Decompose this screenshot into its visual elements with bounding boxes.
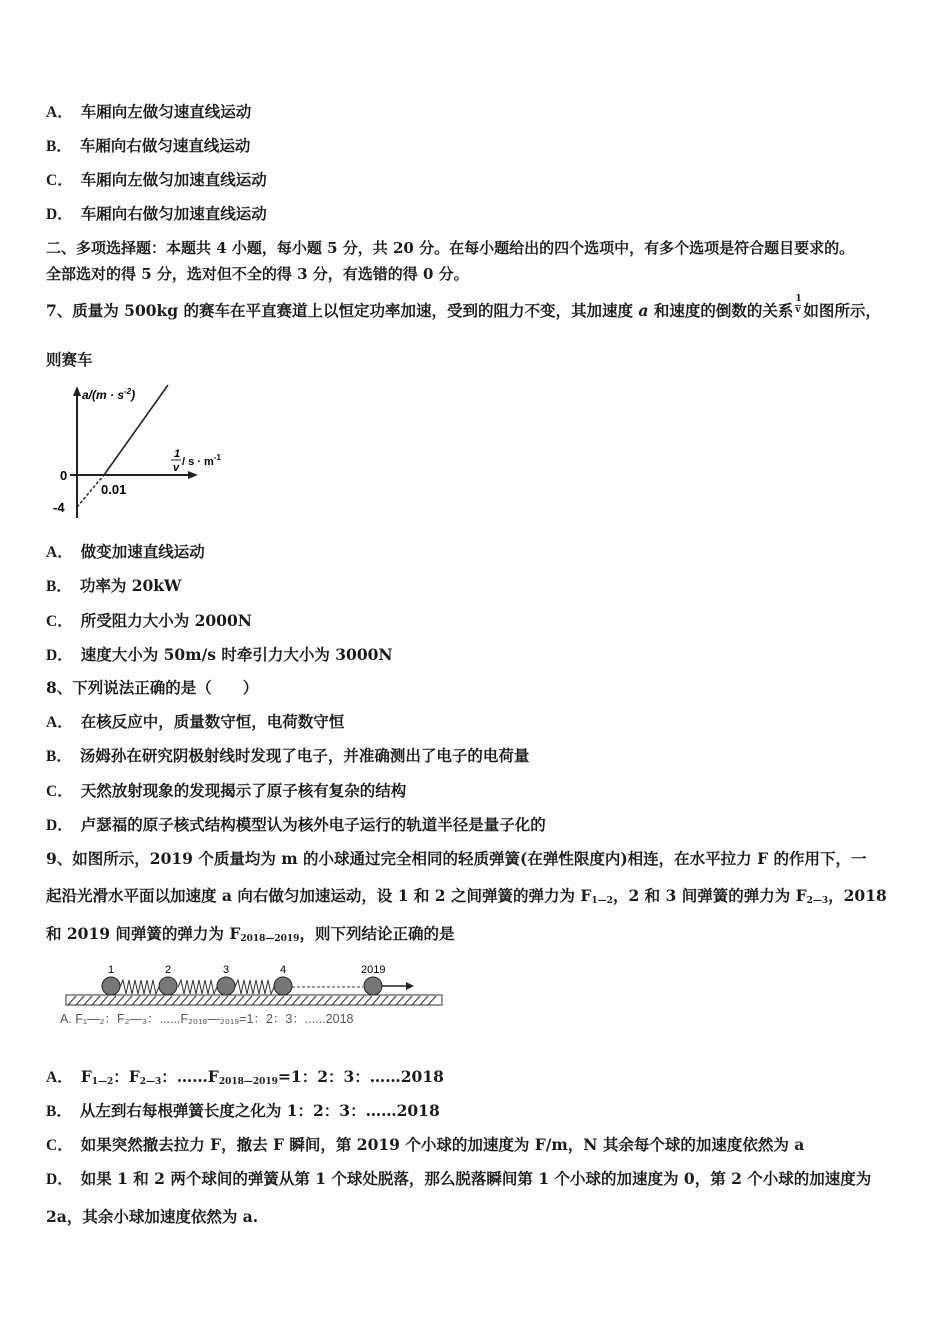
q6-option-d <box>46 204 267 225</box>
q9-option-d <box>46 1169 871 1190</box>
q9-spring-figure <box>58 956 448 1032</box>
x-axis-arrow <box>188 471 198 479</box>
q8-stem: 8、下列说法正确的是（ ） <box>46 678 259 697</box>
option-text: 车厢向右做匀加速直线运动 <box>80 204 267 223</box>
section2-line1: 二、多项选择题：本题共 4 小题，每小题 5 分，共 20 分。在每小题给出的四个选项中，有多个选项是符合题目要求的。 <box>46 239 855 257</box>
option-letter: A． <box>46 1069 73 1086</box>
option-text: 车厢向右做匀速直线运动 <box>79 136 251 155</box>
x-axis-label-unit: / $s \cdot m^{-1}$ <box>182 453 221 468</box>
option-text: 汤姆孙在研究阴极射线时发现了电子，并准确测出了电子的电荷量 <box>79 746 530 765</box>
spring <box>178 980 217 994</box>
q9-option-b <box>46 1101 440 1122</box>
dashed-extension <box>77 475 104 507</box>
q9-stem-line2: 起沿光滑水平面以加速度 a 向右做匀加速运动，设 1 和 2 之间弹簧的弹力为 $F_{1—2}$，2 和 3 间弹簧的弹力为 $F_{2—3}$，2018 <box>46 886 887 906</box>
option-letter: D． <box>46 647 73 664</box>
x-axis-label-numerator: 1 <box>174 448 181 460</box>
option-letter: A． <box>46 544 73 561</box>
ball-2 <box>159 977 177 995</box>
q7-stem-a: 7、质量为 500kg 的赛车在平直赛道上以恒定功率加速，受到的阻力不变，其加速度 <box>46 301 639 320</box>
q9-option-d-line2: 2a，其余小球加速度依然为 a. <box>46 1207 259 1226</box>
q9-stem-line3: 和 2019 间弹簧的弹力为 $F_{2018—2019}$，则下列结论正确的是 <box>46 924 455 944</box>
ball-4 <box>274 977 292 995</box>
option-text: 如果 1 和 2 两个球间的弹簧从第 1 个球处脱落，那么脱落瞬间第 1 个小球的加速度为 0，第 2 个小球的加速度为 <box>80 1169 872 1188</box>
fraction-numerator: 1 <box>795 294 802 304</box>
option-text: 车厢向左做匀速直线运动 <box>80 102 252 121</box>
q9-option-a: A． $F_{1—2}$：$F_{2—3}$：$\dots\dots F_{2018—2019}=1$：2：3：……2018 <box>46 1067 444 1087</box>
intercept-label: -4 <box>53 500 65 515</box>
option-letter: D． <box>46 1171 73 1188</box>
option-letter: C． <box>46 1137 73 1154</box>
figure-caption: A. F₁—₂：F₂—₃：......F₂₀₁₈—₂₀₁₉=1：2：3：......2018 <box>60 1012 354 1026</box>
option-text: 卢瑟福的原子核式结构模型认为核外电子运行的轨道半径是量子化的 <box>80 815 546 834</box>
spring <box>120 980 159 994</box>
option-letter: C． <box>46 783 73 800</box>
q7-option-a <box>46 542 205 563</box>
q8-option-c <box>46 781 406 802</box>
option-letter: A． <box>46 104 73 121</box>
q6-option-c <box>46 170 267 191</box>
one-over-v-fraction <box>793 294 803 321</box>
section2-line2: 全部选对的得 5 分，选对但不全的得 3 分，有选错的得 0 分。 <box>46 265 469 283</box>
option-letter: B． <box>46 748 72 765</box>
q8-option-b <box>46 746 529 767</box>
fraction-denominator: v <box>795 305 801 315</box>
y-axis-label: $a/(m \cdot s^{-2})$ <box>82 387 136 402</box>
option-letter: B． <box>46 138 72 155</box>
ball-label: 2019 <box>361 964 386 976</box>
q9-stem-line1: 9、如图所示，2019 个质量均为 m 的小球通过完全相同的轻质弹簧(在弹性限度内)相连，在水平拉力 F 的作用下，一 <box>46 849 867 868</box>
q7-stem-b: 和速度的倒数的关系 <box>648 301 794 320</box>
q7-stem-line2: 则赛车 <box>46 350 93 369</box>
subscript: 2018—2019 <box>240 934 300 944</box>
ball-2019 <box>364 977 382 995</box>
option-letter: D． <box>46 206 73 223</box>
q7-stem-c: 如图所示， <box>803 301 881 320</box>
ball-label: 2 <box>165 964 172 976</box>
ball-label: 4 <box>280 964 287 976</box>
option-text: 速度大小为 50m/s 时牵引力大小为 3000N <box>80 645 393 664</box>
subscript: 2018—2019 <box>218 1077 278 1087</box>
x-tick-label: 0.01 <box>101 482 127 497</box>
force-arrow-head <box>406 982 414 990</box>
q8-option-d <box>46 815 546 836</box>
subscript: 1—2 <box>91 1077 114 1087</box>
q7-graph <box>50 382 250 522</box>
subscript: 2—3 <box>806 896 829 906</box>
y-axis-arrow <box>73 386 81 396</box>
x-axis-label-denominator: v <box>173 462 180 474</box>
option-letter: B． <box>46 1103 72 1120</box>
option-text: 天然放射现象的发现揭示了原子核有复杂的结构 <box>80 781 407 800</box>
q7-a-var: a <box>638 301 649 320</box>
option-letter: D． <box>46 817 73 834</box>
option-text: 功率为 20kW <box>79 576 182 595</box>
option-text: 所受阻力大小为 2000N <box>80 611 252 630</box>
ball-1 <box>102 977 120 995</box>
option-text: 做变加速直线运动 <box>80 542 205 561</box>
option-text: 在核反应中，质量数守恒，电荷数守恒 <box>80 712 345 731</box>
origin-label: 0 <box>60 468 68 483</box>
q6-option-a <box>46 102 251 123</box>
option-text: 从左到右每根弹簧长度之化为 1：2：3：……2018 <box>79 1101 440 1120</box>
ball-3 <box>217 977 235 995</box>
option-text: 车厢向左做匀加速直线运动 <box>80 170 267 189</box>
q7-stem <box>46 294 881 321</box>
ball-label: 3 <box>223 964 230 976</box>
subscript: 1—2 <box>591 896 613 906</box>
ball-label: 1 <box>108 964 115 976</box>
option-letter: C． <box>46 172 73 189</box>
option-letter: A． <box>46 714 73 731</box>
subscript: 2—3 <box>139 1077 162 1087</box>
option-letter: C． <box>46 613 73 630</box>
option-letter: B． <box>46 578 72 595</box>
q6-option-b <box>46 136 250 157</box>
q7-option-d <box>46 645 393 666</box>
q8-option-a <box>46 712 344 733</box>
spring <box>235 980 274 994</box>
q7-option-b <box>46 576 181 597</box>
option-text: 如果突然撤去拉力 F，撤去 F 瞬间，第 2019 个小球的加速度为 F/m，N 其余每个球的加速度依然为 a <box>80 1135 805 1154</box>
q7-option-c <box>46 611 252 632</box>
q9-option-c <box>46 1135 804 1156</box>
